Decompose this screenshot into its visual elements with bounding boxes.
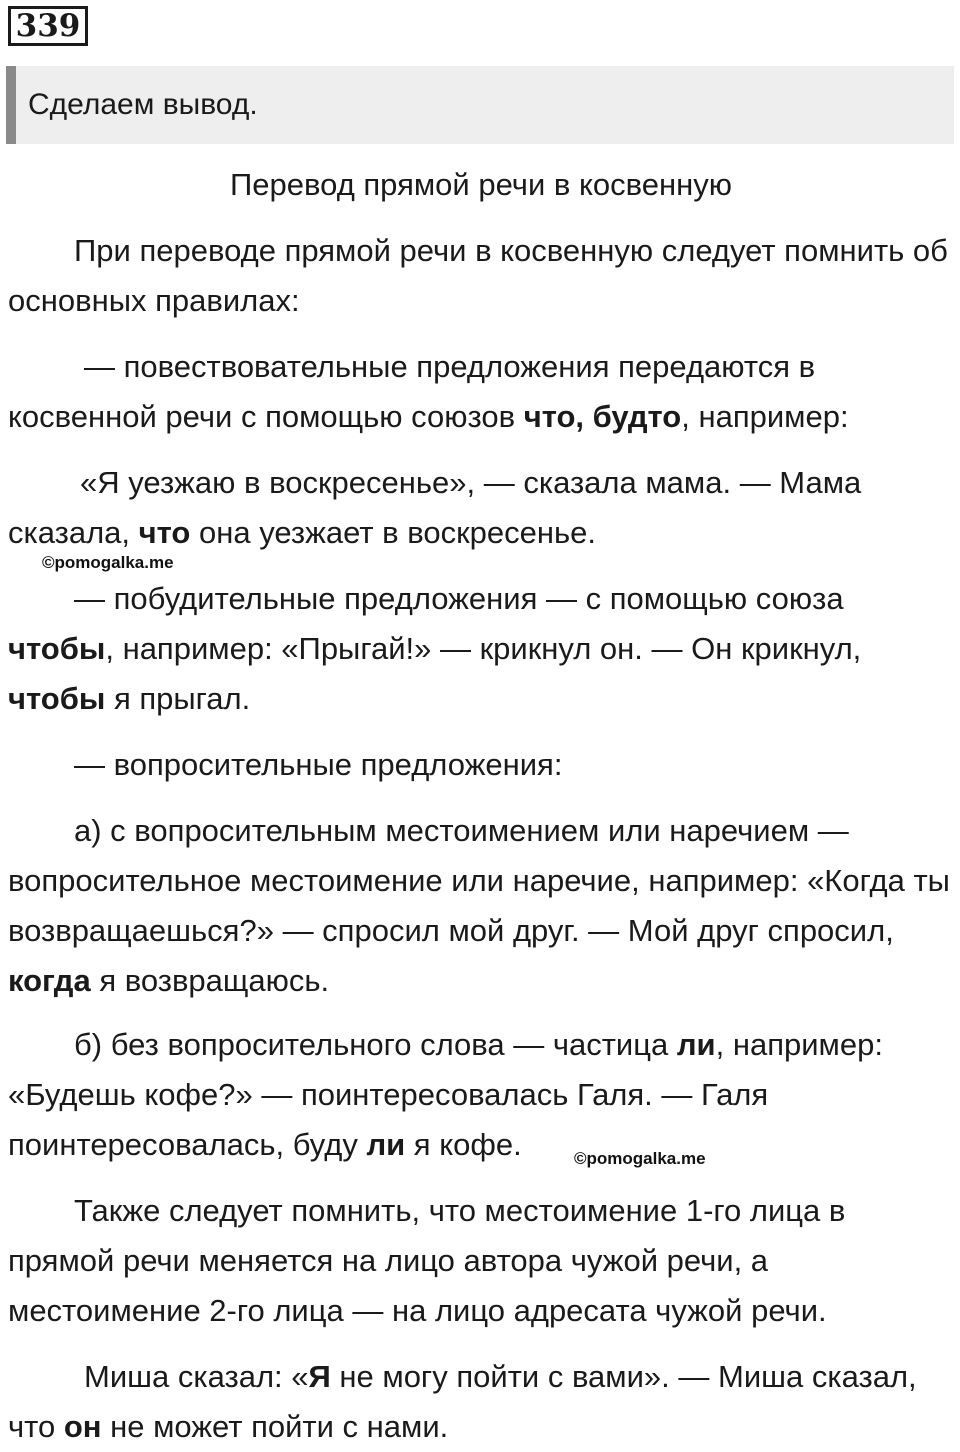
section-title: Перевод прямой речи в косвенную: [230, 167, 732, 202]
text-run: я кофе.: [405, 1127, 522, 1162]
conclusion-banner: [6, 66, 954, 144]
text-run: , например: «Будешь кофе?» — поинтересовалась Галя. — Галя поинтересовалась, буду: [8, 1027, 883, 1162]
text-run: а) с вопросительным местоимением или наречием — вопросительное местоимение или наречие, например: «Когда ты возвращаешься?» — спросил мой друг. — Мой друг спросил,: [8, 813, 950, 948]
text-run: не может пойти с нами.: [101, 1409, 449, 1444]
watermark: ©pomogalka.me: [42, 553, 174, 572]
bold-keyword: ли: [366, 1127, 406, 1162]
bold-keyword: что: [138, 515, 191, 550]
task-number: 339: [8, 6, 88, 46]
text-run: Миша сказал: «: [84, 1359, 309, 1394]
bold-keyword: чтобы: [8, 681, 106, 716]
paragraph-intro: [8, 226, 954, 326]
text-run: При переводе прямой речи в косвенную следует помнить об основных правилах:: [8, 233, 948, 318]
paragraph-narrative-rule: [8, 342, 954, 442]
text-run: она уезжает в воскресенье.: [190, 515, 596, 550]
paragraph-pronoun-rule: [8, 1186, 954, 1336]
text-run: Также следует помнить, что местоимение 1-го лица в прямой речи меняется на лицо автора чужой речи, а местоимение 2-го лица — на лицо адресата чужой речи.: [8, 1193, 846, 1328]
watermark: ©pomogalka.me: [574, 1149, 706, 1168]
text-run: — повествовательные предложения передаются в косвенной речи с помощью союзов: [8, 349, 816, 434]
paragraph-interrogative-a: [8, 806, 954, 1006]
bold-keyword: что, будто: [523, 399, 682, 434]
text-run: не могу пойти с вами». — Миша сказал, что: [8, 1359, 917, 1444]
text-run: , например: «Прыгай!» — крикнул он. — Он крикнул,: [105, 631, 862, 666]
paragraph-interrogative-b: [8, 1020, 954, 1170]
paragraph-pronoun-example: [8, 1352, 954, 1452]
paragraph-narrative-example: [8, 458, 954, 558]
bold-keyword: он: [63, 1409, 102, 1444]
paragraph-imperative-rule: [8, 574, 954, 724]
text-run: я прыгал.: [105, 681, 251, 716]
bold-keyword: чтобы: [8, 631, 106, 666]
text-run: я возвращаюсь.: [90, 963, 330, 998]
text-run: , например:: [681, 399, 849, 434]
text-run: — вопросительные предложения:: [74, 747, 563, 782]
bold-keyword: Я: [308, 1359, 331, 1394]
text-run: «Я уезжаю в воскресенье», — сказала мама. — Мама сказала,: [8, 465, 862, 550]
text-run: — побудительные предложения — с помощью союза: [74, 581, 844, 616]
text-run: б) без вопросительного слова — частица: [74, 1027, 677, 1062]
bold-keyword: ли: [676, 1027, 716, 1062]
paragraph-interrogative-rule: [8, 740, 954, 790]
bold-keyword: когда: [8, 963, 91, 998]
banner-text: Сделаем вывод.: [28, 88, 258, 121]
